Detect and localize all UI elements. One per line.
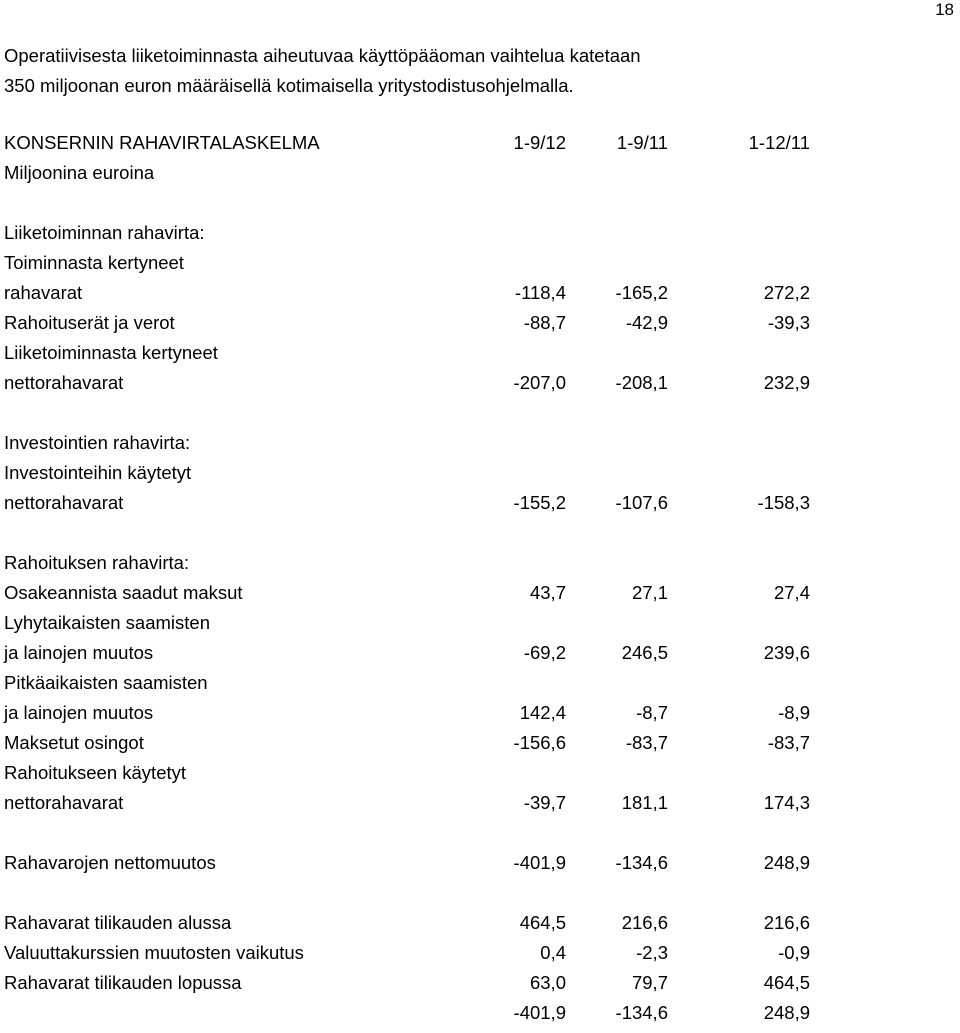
row-value: 174,3 [763,792,810,813]
row-value [668,608,810,638]
table-row [4,278,810,308]
row-label [4,188,464,218]
table-row [4,458,810,488]
row-value: 27,4 [773,582,810,603]
table-header-row [4,128,810,158]
column-header: 1-9/12 [513,132,566,153]
row-value [464,548,566,578]
row-value: -83,7 [625,732,668,753]
table-row [4,818,810,848]
table-row [4,188,810,218]
row-value: 142,4 [519,702,566,723]
table-row [4,788,810,818]
row-label [4,518,464,548]
row-label: nettorahavarat [4,792,124,813]
page-number: 18 [935,0,954,19]
row-value [464,878,566,908]
row-value [668,518,810,548]
table-row [4,518,810,548]
cash-flow-statement-table [4,128,810,1028]
row-value [668,338,810,368]
row-value [566,188,668,218]
row-value: -208,1 [615,372,668,393]
row-value [464,668,566,698]
row-label: ja lainojen muutos [4,702,154,723]
row-value: 464,5 [519,912,566,933]
row-value: 0,4 [540,942,566,963]
row-value: -88,7 [523,312,566,333]
table-row [4,398,810,428]
row-label: Liiketoiminnan rahavirta: [4,222,205,243]
row-label: Investointien rahavirta: [4,432,191,453]
table-row [4,428,810,458]
row-value: 43,7 [529,582,566,603]
row-value [566,548,668,578]
row-label: Rahoitukseen käytetyt [4,762,187,783]
row-label: Valuuttakurssien muutosten vaikutus [4,942,304,963]
table-row [4,368,810,398]
row-value: 246,5 [621,642,668,663]
row-value: 79,7 [631,972,668,993]
row-value [464,608,566,638]
row-value [464,188,566,218]
row-value [668,428,810,458]
row-value: -134,6 [615,852,668,873]
table-row [4,578,810,608]
row-value: -69,2 [523,642,566,663]
table-row [4,728,810,758]
table-row [4,758,810,788]
row-value [566,818,668,848]
row-value: 232,9 [763,372,810,393]
table-row [4,608,810,638]
row-value [668,758,810,788]
intro-line: 350 miljoonan euron määräisellä kotimaisella yritystodistusohjelmalla. [4,75,574,96]
table-row [4,998,810,1028]
row-value [464,758,566,788]
row-value [668,398,810,428]
row-label: Lyhytaikaisten saamisten [4,612,211,633]
row-value: -401,9 [513,852,566,873]
row-value [668,818,810,848]
table-unit: Miljoonina euroina [4,162,155,183]
row-value: -134,6 [615,1002,668,1023]
row-label: Osakeannista saadut maksut [4,582,243,603]
row-value: -158,3 [757,492,810,513]
row-value [668,878,810,908]
row-label: Pitkäaikaisten saamisten [4,672,208,693]
row-label: Maksetut osingot [4,732,144,753]
row-value: 181,1 [621,792,668,813]
row-value [464,338,566,368]
table-row [4,338,810,368]
row-label [4,998,464,1028]
row-value: -118,4 [514,282,566,303]
row-label: ja lainojen muutos [4,642,154,663]
row-label [4,398,464,428]
row-value [464,248,566,278]
row-value [464,818,566,848]
table-row [4,938,810,968]
row-label: rahavarat [4,282,83,303]
table-row [4,908,810,938]
row-value: 216,6 [763,912,810,933]
row-value [668,548,810,578]
row-value: 248,9 [763,852,810,873]
row-value [566,518,668,548]
row-label: nettorahavarat [4,492,124,513]
row-value: -8,7 [636,702,668,723]
row-label: Rahoituksen rahavirta: [4,552,190,573]
table-unit-row [4,158,810,188]
row-value: 27,1 [631,582,668,603]
table-row [4,638,810,668]
row-value [566,338,668,368]
row-value: 464,5 [763,972,810,993]
row-label: Rahavarat tilikauden lopussa [4,972,242,993]
row-value [668,458,810,488]
row-value [668,218,810,248]
row-value: -83,7 [767,732,810,753]
row-label [4,878,464,908]
row-label: Investointeihin käytetyt [4,462,192,483]
row-value: -0,9 [778,942,810,963]
table-row [4,698,810,728]
row-value: -8,9 [778,702,810,723]
row-value [566,758,668,788]
row-value: -42,9 [625,312,668,333]
row-label: Rahoituserät ja verot [4,312,175,333]
table-row [4,308,810,338]
row-value [668,188,810,218]
table-row [4,968,810,998]
row-value: -107,6 [615,492,668,513]
row-label: Rahavarojen nettomuutos [4,852,216,873]
row-value: 272,2 [763,282,810,303]
row-value: -39,3 [767,312,810,333]
row-label: nettorahavarat [4,372,124,393]
row-label: Rahavarat tilikauden alussa [4,912,232,933]
row-value [464,398,566,428]
row-label: Liiketoiminnasta kertyneet [4,342,218,363]
row-label [4,818,464,848]
row-value: 216,6 [621,912,668,933]
row-value: -165,2 [615,282,668,303]
row-value [566,608,668,638]
row-value [566,398,668,428]
row-value: -155,2 [513,492,566,513]
table-row [4,668,810,698]
intro-paragraph [4,41,904,101]
row-value [464,218,566,248]
table-row [4,848,810,878]
row-value [464,518,566,548]
row-value [668,248,810,278]
row-label: Toiminnasta kertyneet [4,252,184,273]
row-value [566,668,668,698]
row-value: -39,7 [523,792,566,813]
row-value [566,878,668,908]
row-value: 63,0 [529,972,566,993]
row-value [668,668,810,698]
row-value [464,428,566,458]
row-value [566,458,668,488]
column-header: 1-9/11 [616,132,668,153]
row-value [566,428,668,458]
intro-line: Operatiivisesta liiketoiminnasta aiheutuvaa käyttöpääoman vaihtelua katetaan [4,45,641,66]
row-value: 239,6 [763,642,810,663]
table-row [4,548,810,578]
table-row [4,218,810,248]
row-value [566,218,668,248]
table-title: KONSERNIN RAHAVIRTALASKELMA [4,132,320,153]
row-value: 248,9 [763,1002,810,1023]
row-value [566,248,668,278]
table-row [4,878,810,908]
row-value: -2,3 [636,942,668,963]
row-value: -207,0 [513,372,566,393]
column-header: 1-12/11 [748,132,810,153]
row-value: -156,6 [513,732,566,753]
table-row [4,248,810,278]
row-value [464,458,566,488]
table-row [4,488,810,518]
row-value: -401,9 [513,1002,566,1023]
